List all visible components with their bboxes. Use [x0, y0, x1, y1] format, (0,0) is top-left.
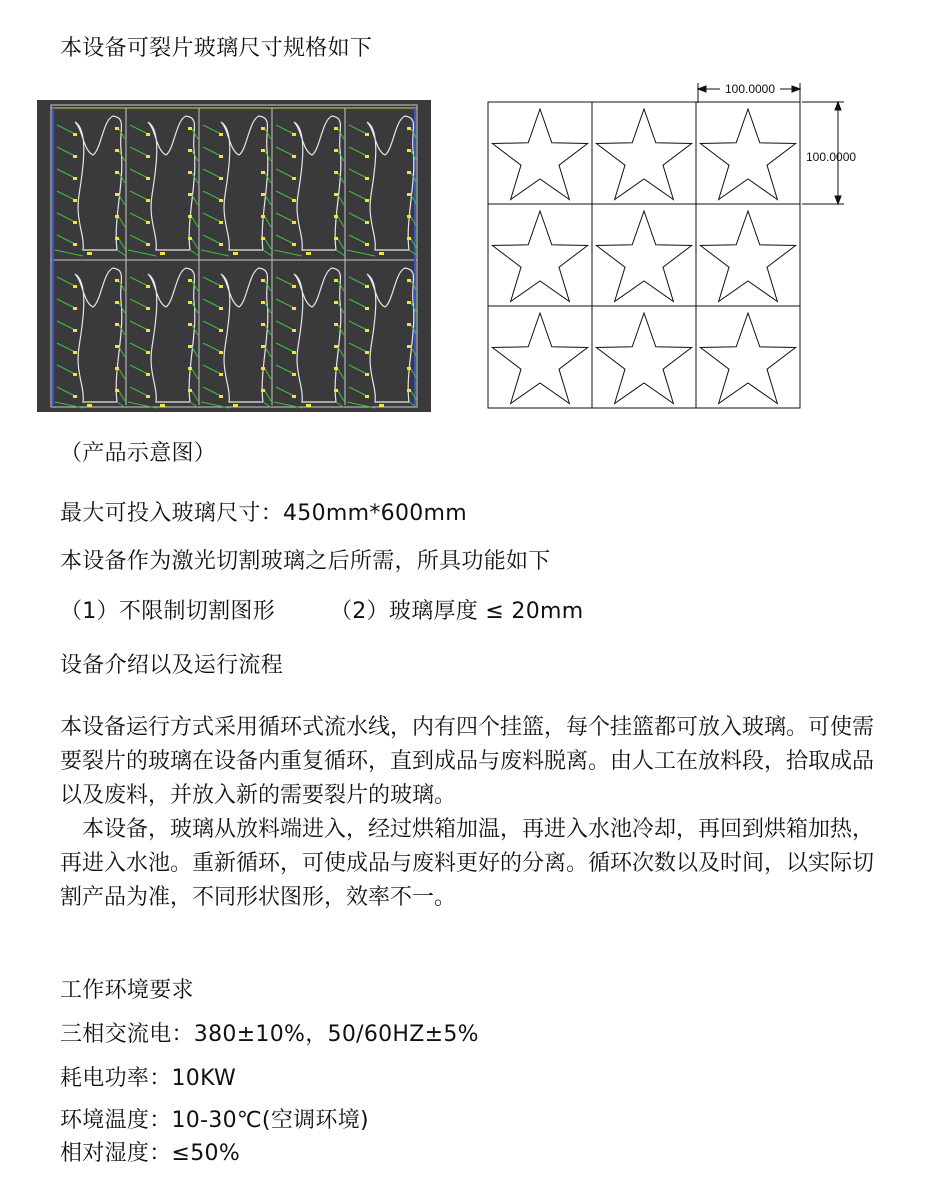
star-grid-drawing — [480, 75, 880, 420]
cad-drawing — [37, 100, 431, 412]
process-title: 设备介绍以及运行流程 — [60, 653, 284, 678]
star-shape — [700, 313, 795, 404]
env-title: 工作环境要求 — [60, 978, 194, 1003]
feature-item-1: （1）不限制切割图形 — [60, 599, 275, 624]
figure-caption: （产品示意图） — [60, 441, 217, 466]
max-size-line: 最大可投入玻璃尺寸：450mm*600mm — [60, 501, 468, 526]
env-power: 三相交流电：380±10%，50/60HZ±5% — [60, 1022, 479, 1047]
height-dimension-label: 100.0000 — [806, 150, 857, 164]
feature-item-2: （2）玻璃厚度 ≤ 20mm — [330, 599, 584, 624]
cad-cut-pattern-image — [37, 100, 431, 412]
process-paragraph-2: 本设备，玻璃从放料端进入，经过烘箱加温，再进入水池冷却，再回到烘箱加热，再进入水池。重新循环，可使成品与废料更好的分离。循环次数以及时间，以实际切割产品为准，不同形状图形，效率不一。 — [60, 817, 875, 910]
page-heading: 本设备可裂片玻璃尺寸规格如下 — [60, 36, 373, 61]
star-shape — [492, 109, 587, 200]
star-shape — [700, 109, 795, 200]
star-shape — [596, 313, 691, 404]
width-dimension-label: 100.0000 — [724, 82, 776, 96]
function-intro: 本设备作为激光切割玻璃之后所需，所具功能如下 — [60, 549, 551, 574]
process-paragraph-1: 本设备运行方式采用循环式流水线，内有四个挂篮，每个挂篮都可放入玻璃。可使需要裂片的玻璃在设备内重复循环，直到成品与废料脱离。由人工在放料段，拾取成品以及废料，并放入新的需要裂片的玻璃。 — [60, 715, 875, 808]
star-grid-cells — [488, 102, 800, 408]
star-shape — [492, 211, 587, 302]
star-shape — [596, 211, 691, 302]
env-humidity: 相对湿度：≤50% — [60, 1141, 241, 1166]
env-temperature: 环境温度：10-30℃(空调环境) — [60, 1108, 369, 1133]
star-shape — [596, 109, 691, 200]
process-description — [60, 711, 880, 915]
star-shape — [700, 211, 795, 302]
star-shape — [492, 313, 587, 404]
env-consumption: 耗电功率：10KW — [60, 1066, 237, 1091]
